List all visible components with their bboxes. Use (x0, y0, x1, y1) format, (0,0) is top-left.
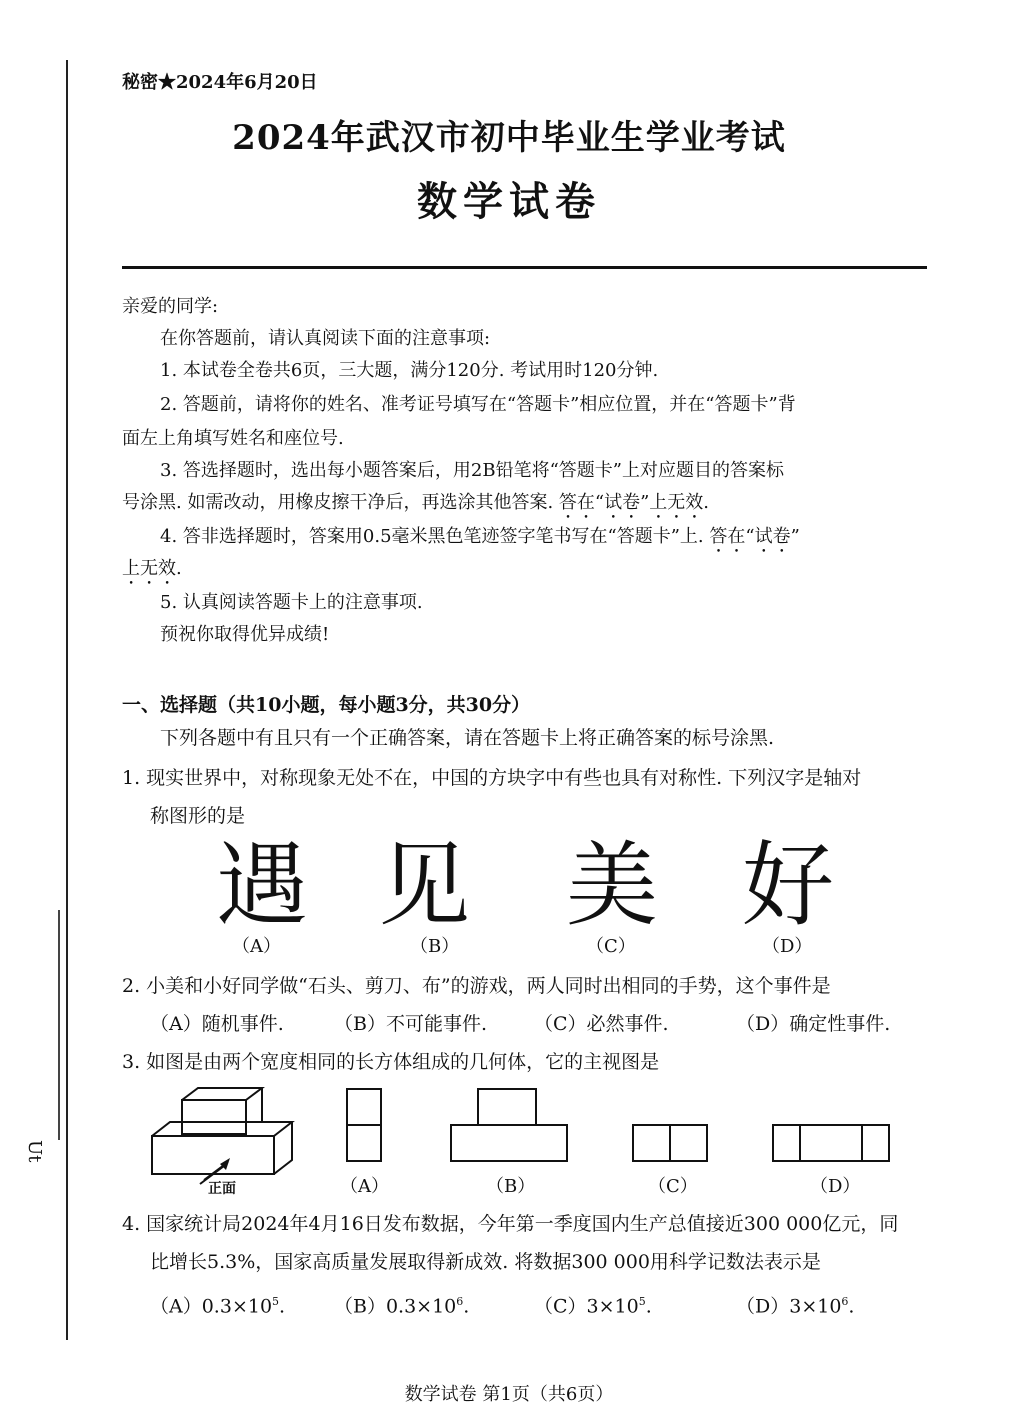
q2-text: 2. 小美和小好同学做“石头、剪刀、布”的游戏，两人同时出相同的手势，这个事件是 (122, 975, 831, 997)
section-instruction: 下列各题中有且只有一个正确答案，请在答题卡上将正确答案的标号涂黑. (160, 727, 775, 749)
notice-item-4a-text: 4. 答非选择题时，答案用0.5毫米黑色笔迹签字笔书写在“答题卡”上. (160, 526, 710, 547)
section-heading: 一、选择题（共10小题，每小题3分，共30分） (122, 694, 531, 716)
q4-text-a: 4. 国家统计局2024年4月16日发布数据，今年第一季度国内生产总值接近300 000亿元，同 (122, 1213, 899, 1235)
q2-option-d: （D）确定性事件. (736, 1013, 891, 1035)
q4-option-b-base: （B）0.3×10 (334, 1295, 457, 1318)
top-block-front (182, 1100, 246, 1134)
notice-wish: 预祝你取得优异成绩! (160, 624, 330, 645)
notice-item-5: 5. 认真阅读答题卡上的注意事项. (160, 592, 423, 613)
bottom-block-front (152, 1136, 274, 1174)
q4-text-b: 比增长5.3%，国家高质量发展取得新成效. 将数据300 000用科学记数法表示是 (150, 1251, 821, 1273)
q4-option-a (150, 1286, 285, 1322)
binding-line (66, 60, 68, 1340)
q3-option-a-figure (344, 1086, 384, 1166)
front-label: 正面 (208, 1181, 236, 1197)
q3-label-b: （B） (486, 1176, 536, 1197)
notice-item-3-emphasis: 答在“试卷”上无效. (558, 492, 710, 513)
q1-label-c: （C） (586, 936, 636, 957)
notice-item-2b: 面左上角填写姓名和座位号. (122, 428, 344, 449)
exam-subtitle: 数学试卷 (417, 178, 601, 225)
notice-item-4-emphasis: 答在“试卷” (709, 526, 800, 547)
q3-option-b-figure (448, 1086, 570, 1166)
q4-option-b-end: . (463, 1295, 470, 1318)
exam-title: 2024年武汉市初中毕业生学业考试 (232, 118, 786, 158)
q4-option-b-exp: 6 (456, 1295, 464, 1308)
q4-option-d-end: . (848, 1295, 855, 1318)
q2-option-a: （A）随机事件. (150, 1013, 284, 1035)
q4-option-c (534, 1286, 652, 1322)
q3-option-c-figure (630, 1122, 710, 1166)
margin-line (58, 910, 60, 1140)
q3-label-c: （C） (648, 1176, 698, 1197)
page-footer: 数学试卷 第1页（共6页） (404, 1384, 614, 1405)
q1-char-b: 见 (378, 832, 471, 939)
q1-char-a: 遇 (216, 832, 309, 939)
q4-option-b (334, 1286, 469, 1322)
q1-text-a: 1. 现实世界中，对称现象无处不在，中国的方块字中有些也具有对称性. 下列汉字是轴对 (122, 767, 862, 789)
top-block-top (182, 1088, 262, 1100)
q1-label-a: （A） (232, 936, 281, 957)
notice-item-4a (160, 522, 800, 557)
margin-mark: Ut (24, 1140, 45, 1163)
q3-label-d: （D） (810, 1176, 861, 1197)
q4-option-d-base: （D）3×10 (736, 1295, 842, 1318)
notice-item-1: 1. 本试卷全卷共6页，三大题，满分120分. 考试用时120分钟. (160, 360, 659, 381)
q4-option-c-base: （C）3×10 (534, 1295, 639, 1318)
greeting: 亲爱的同学: (122, 296, 219, 317)
header-rule (122, 266, 927, 269)
notice-item-3b (122, 488, 709, 523)
q4-option-a-base: （A）0.3×10 (150, 1295, 273, 1318)
q4-option-a-exp: 5 (272, 1295, 280, 1308)
q4-option-d (736, 1286, 854, 1322)
notice-item-4c: 上无效. (122, 558, 182, 579)
notice-item-2a: 2. 答题前，请将你的姓名、准考证号填写在“答题卡”相应位置，并在“答题卡”背 (160, 394, 796, 415)
q3-label-a: （A） (340, 1176, 389, 1197)
q4-option-c-exp: 5 (638, 1295, 646, 1308)
confidential-date: 秘密★2024年6月20日 (122, 72, 318, 93)
notice-item-3b-text: 号涂黑. 如需改动，用橡皮擦干净后，再选涂其他答案. (122, 492, 559, 513)
q4-option-a-end: . (279, 1295, 286, 1318)
q4-option-c-end: . (645, 1295, 652, 1318)
notice-intro: 在你答题前，请认真阅读下面的注意事项: (160, 328, 491, 349)
q1-char-d: 好 (742, 832, 835, 939)
q3-text: 3. 如图是由两个宽度相同的长方体组成的几何体，它的主视图是 (122, 1051, 660, 1073)
q4-option-d-exp: 6 (841, 1295, 849, 1308)
q2-option-c: （C）必然事件. (534, 1013, 669, 1035)
q1-text-b: 称图形的是 (150, 805, 246, 827)
q1-char-c: 美 (566, 832, 659, 939)
q1-label-d: （D） (762, 936, 813, 957)
q2-option-b: （B）不可能事件. (334, 1013, 488, 1035)
q1-label-b: （B） (410, 936, 460, 957)
q3-option-d-figure (770, 1122, 892, 1166)
notice-item-3a: 3. 答选择题时，选出每小题答案后，用2B铅笔将“答题卡”上对应题目的答案标 (160, 460, 784, 481)
